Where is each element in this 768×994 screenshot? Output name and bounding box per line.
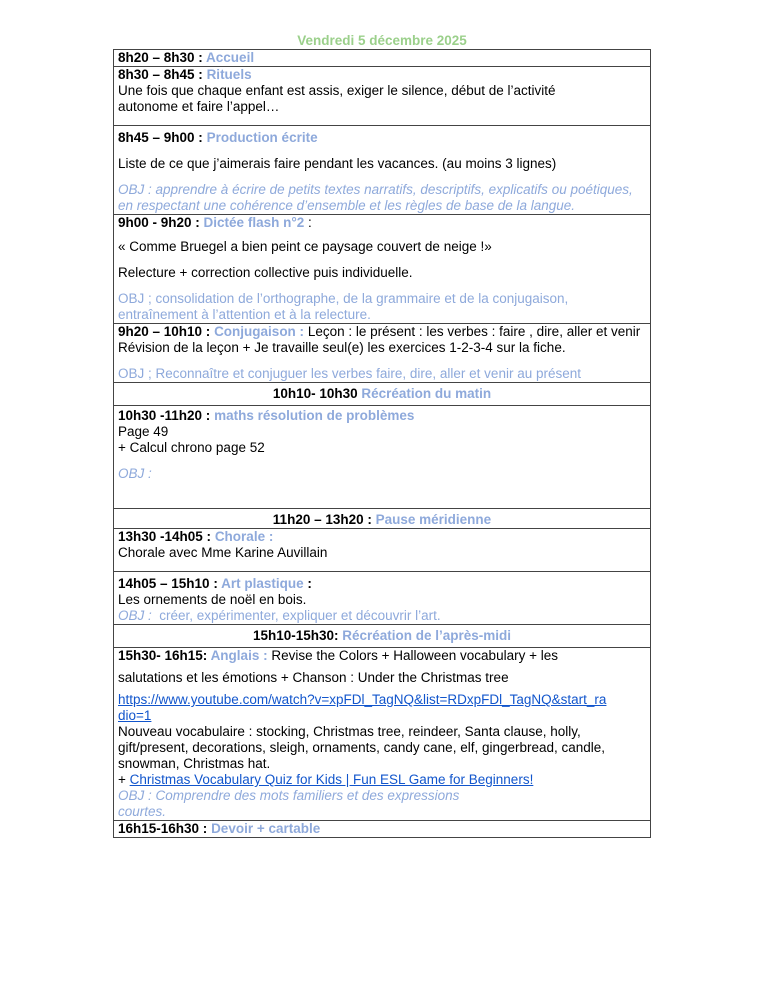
activity-text: Chorale avec Mme Karine Auvillain	[118, 545, 328, 560]
time-label: 9h00 - 9h20 :	[118, 215, 204, 230]
time-label: 16h15-16h30 :	[118, 821, 212, 836]
activity-text: Relecture + correction collective puis individuelle.	[118, 265, 413, 280]
page-date: Vendredi 5 décembre 2025	[297, 33, 467, 48]
title-suffix: :	[304, 215, 312, 230]
time-label: 10h30 -11h20 :	[118, 408, 215, 423]
row-maths	[114, 406, 651, 509]
subject-title: Récréation de l’après-midi	[342, 628, 512, 643]
time-label: 8h45 – 9h00 :	[118, 130, 207, 145]
activity-text: Page 49	[118, 424, 169, 439]
objective-label: OBJ :	[118, 608, 152, 623]
time-label: 9h20 – 10h10 :	[118, 324, 215, 339]
lesson-plan	[113, 33, 651, 838]
row-rituels	[114, 67, 651, 126]
lesson-text: Leçon : le présent : les verbes : faire , dire, aller et venir	[307, 324, 641, 339]
time-label: 15h10-15h30:	[252, 628, 343, 643]
time-label: 15h30- 16h15:	[118, 648, 211, 663]
time-label: 10h10- 10h30	[272, 386, 362, 401]
activity-text: Révision de la leçon + Je travaille seul(e) les exercices 1-2-3-4 sur la fiche.	[118, 340, 566, 355]
vocabulary-text: Nouveau vocabulaire : stocking, Christmas tree, reindeer, Santa clause, holly, gift/present, decorations, sleigh, ornaments, candy cane, elf, gingerbread, candle, snowman, Christmas hat.	[118, 724, 606, 771]
subject-title: Récréation du matin	[361, 386, 492, 401]
time-label: 11h20 – 13h20 :	[272, 512, 376, 527]
row-conjugaison	[114, 324, 651, 383]
row-chorale	[114, 529, 651, 572]
objective-text: OBJ :	[118, 466, 152, 481]
subject-title: maths résolution de problèmes	[214, 408, 415, 423]
youtube-song-link[interactable]: https://www.youtube.com/watch?v=xpFDl_TagNQ&list=RDxpFDl_TagNQ&start_ra	[118, 692, 607, 707]
activity-text: Liste de ce que j’aimerais faire pendant les vacances. (au moins 3 lignes)	[118, 156, 557, 171]
row-art-plastique	[114, 572, 651, 625]
activity-text: Revise the Colors + Halloween vocabulary + les	[271, 648, 558, 663]
quiz-prefix: +	[118, 772, 130, 787]
row-recreation-matin	[114, 383, 651, 406]
objective-text: OBJ : Comprendre des mots familiers et des expressions	[118, 788, 460, 803]
subject-title: Conjugaison :	[214, 324, 308, 339]
subject-title: Production écrite	[206, 130, 318, 145]
time-label: 8h20 – 8h30 :	[118, 50, 207, 65]
time-label: 13h30 -14h05 :	[118, 529, 215, 544]
activity-text: Une fois que chaque enfant est assis, exiger le silence, début de l’activité autonome et faire l’appel…	[118, 83, 556, 114]
row-accueil	[114, 50, 651, 67]
row-anglais	[114, 648, 651, 821]
row-recreation-apres-midi	[114, 625, 651, 648]
subject-title: Devoir + cartable	[211, 821, 321, 836]
activity-text: Les ornements de noël en bois.	[118, 592, 307, 607]
youtube-song-link-continued[interactable]: dio=1	[118, 708, 152, 723]
row-production-ecrite	[114, 126, 651, 215]
subject-title: Pause méridienne	[375, 512, 492, 527]
subject-title: Rituels	[206, 67, 252, 82]
row-pause-meridienne	[114, 509, 651, 529]
objective-text: OBJ ; consolidation de l’orthographe, de la grammaire et de la conjugaison, entraînement à l’attention et à la relecture.	[118, 291, 569, 322]
row-dictee	[114, 215, 651, 324]
activity-text: salutations et les émotions + Chanson : Under the Christmas tree	[118, 670, 509, 685]
activity-text: + Calcul chrono page 52	[118, 440, 265, 455]
subject-title: Dictée flash n°2	[203, 215, 305, 230]
subject-title: Accueil	[206, 50, 255, 65]
subject-title: Anglais :	[210, 648, 272, 663]
title-suffix: :	[303, 576, 312, 591]
schedule-table	[113, 49, 651, 838]
objective-text-continued: courtes.	[118, 804, 167, 819]
dictation-sentence: « Comme Bruegel a bien peint ce paysage couvert de neige !»	[118, 239, 492, 254]
christmas-quiz-link[interactable]: Christmas Vocabulary Quiz for Kids | Fun ESL Game for Beginners!	[129, 772, 534, 787]
time-label: 8h30 – 8h45 :	[118, 67, 207, 82]
subject-title: Chorale :	[214, 529, 274, 544]
objective-text: OBJ : apprendre à écrire de petits textes narratifs, descriptifs, explicatifs ou poétiques, en respectant une cohérence d’ensemble et les règles de base de la langue.	[118, 182, 633, 213]
time-label: 14h05 – 15h10 :	[118, 576, 222, 591]
objective-text: créer, expérimenter, expliquer et découvrir l’art.	[151, 608, 441, 623]
subject-title: Art plastique	[221, 576, 304, 591]
objective-text: OBJ ; Reconnaître et conjuguer les verbes faire, dire, aller et venir au présent	[118, 366, 581, 381]
row-devoir	[114, 821, 651, 838]
